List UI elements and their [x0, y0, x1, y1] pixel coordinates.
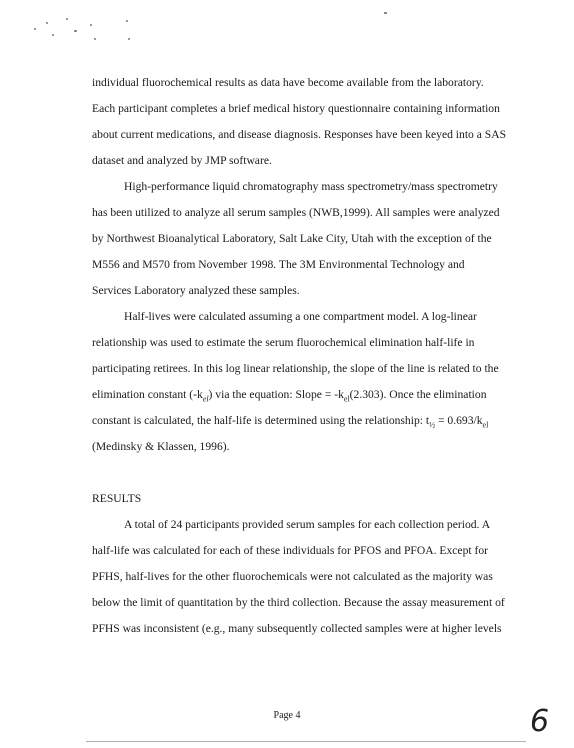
text-line: about current medications, and disease diagnosis. Responses have been keyed into a SAS: [92, 128, 507, 141]
text-line: PFHS was inconsistent (e.g., many subsequently collected samples were at higher levels: [92, 622, 502, 635]
equation-text: elimination constant (-k: [92, 388, 203, 401]
text-line: High-performance liquid chromatography mass spectrometry/mass spectrometry: [124, 180, 498, 193]
text-line: by Northwest Bioanalytical Laboratory, Salt Lake City, Utah with the exception of the: [92, 232, 492, 245]
text-line: A total of 24 participants provided serum samples for each collection period. A: [124, 518, 491, 531]
subscript-half: ½: [429, 420, 436, 430]
equation-text: ) via the equation: Slope = -k: [208, 388, 344, 401]
text-line: Services Laboratory analyzed these samples.: [92, 284, 300, 297]
text-line: below the limit of quantitation by the third collection. Because the assay measurement of: [92, 596, 505, 609]
text-line: PFHS, half-lives for the other fluorochemicals were not calculated as the majority was: [92, 570, 493, 583]
text-line: (Medinsky & Klassen, 1996).: [92, 440, 230, 453]
text-line: Half-lives were calculated assuming a one compartment model. A log-linear: [124, 310, 477, 323]
text-line: relationship was used to estimate the serum fluorochemical elimination half-life in: [92, 336, 475, 349]
equation-text: = 0.693/k: [435, 414, 483, 427]
handwritten-page-number: 6: [530, 704, 550, 739]
bottom-divider: [86, 741, 526, 742]
page-number-label: Page 4: [273, 710, 301, 721]
text-line-equation: [92, 382, 522, 408]
results-heading: RESULTS: [92, 492, 142, 505]
equation-text: (2.303). Once the elimination: [349, 388, 487, 401]
text-line: dataset and analyzed by JMP software.: [92, 154, 272, 167]
text-line: M556 and M570 from November 1998. The 3M Environmental Technology and: [92, 258, 465, 271]
equation-text: constant is calculated, the half-life is determined using the relationship: t: [92, 414, 430, 427]
document-body: [92, 70, 522, 642]
scan-specks: [30, 14, 140, 54]
subscript-el: el: [202, 394, 209, 404]
text-line: participating retirees. In this log linear relationship, the slope of the line is related to the: [92, 362, 499, 375]
text-line: has been utilized to analyze all serum samples (NWB,1999). All samples were analyzed: [92, 206, 500, 219]
text-line: individual fluorochemical results as data have become available from the laboratory.: [92, 76, 484, 89]
scan-mark: [384, 12, 387, 14]
text-line: Each participant completes a brief medical history questionnaire containing information: [92, 102, 500, 115]
subscript-el: el: [482, 420, 489, 430]
subscript-el: el: [343, 394, 350, 404]
text-line-half-life: [92, 408, 522, 434]
text-line: half-life was calculated for each of these individuals for PFOS and PFOA. Except for: [92, 544, 489, 557]
